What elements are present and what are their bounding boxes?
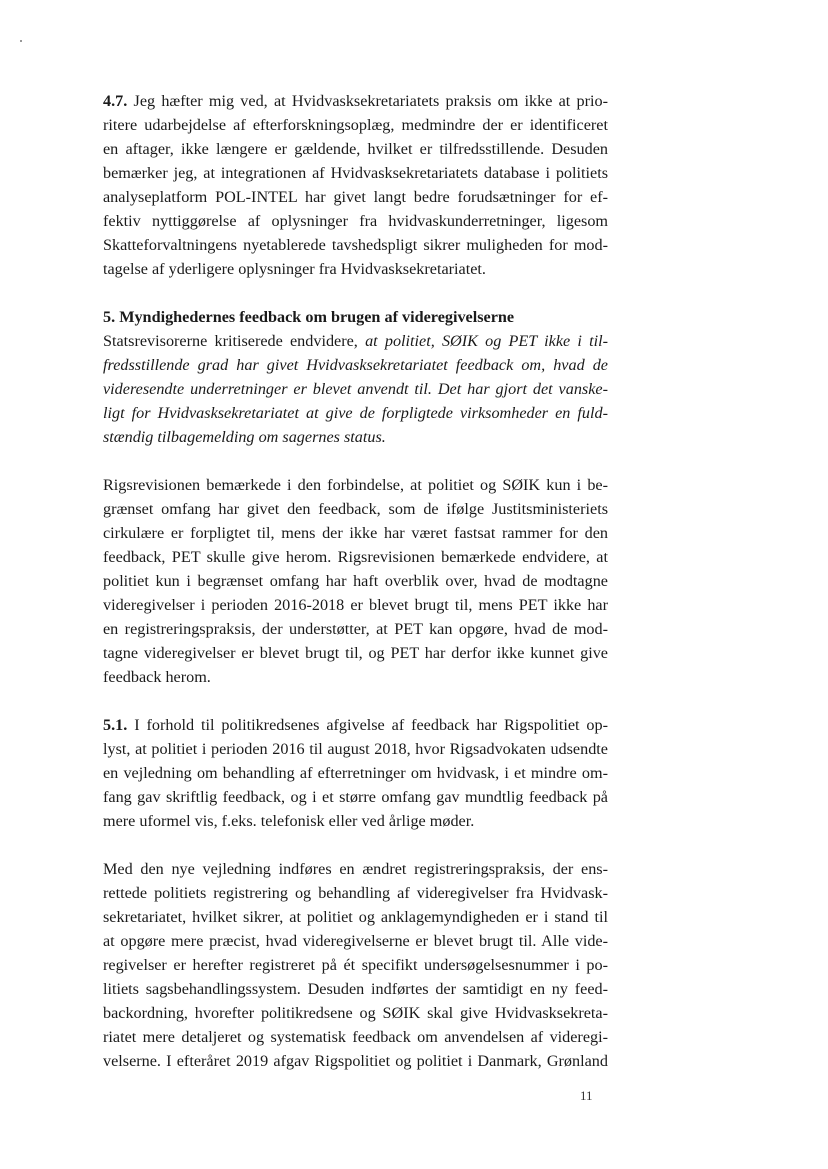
rigs-line-2: grænset omfang har givet den feedback, som de ifølge Justitsministeriets	[103, 500, 608, 518]
p51-line-2: lyst, at politiet i perioden 2016 til august 2018, hvor Rigsadvokaten udsendte	[103, 740, 608, 758]
p51-line-5: mere uformel vis, f.eks. telefonisk eller ved årlige møder.	[103, 812, 475, 830]
p52-line-9: velserne. I efteråret 2019 afgav Rigspolitiet og politiet i Danmark, Grønland	[103, 1052, 608, 1070]
rigs-line-4: feedback, PET skulle give herom. Rigsrevisionen bemærkede endvidere, at	[103, 548, 608, 566]
s5-line-1: Statsrevisorerne kritiserede endvidere, at politiet, SØIK og PET ikke i til-	[103, 332, 609, 350]
rigs-line-1: Rigsrevisionen bemærkede i den forbindelse, at politiet og SØIK kun i be-	[103, 476, 608, 494]
p47-line-8: tagelse af yderligere oplysninger fra Hvidvasksekretariatet.	[103, 260, 486, 278]
rigs-line-5: politiet kun i begrænset omfang har haft overblik over, hvad de modtagne	[103, 572, 608, 590]
page-number: 11	[580, 1088, 593, 1103]
section-5-heading: 5. Myndighedernes feedback om brugen af videregivelserne	[103, 308, 515, 326]
p52-line-1: Med den nye vejledning indføres en ændret registreringspraksis, der ens-	[103, 860, 608, 878]
rigs-line-6: videregivelser i perioden 2016-2018 er blevet brugt til, mens PET ikke har	[103, 596, 608, 614]
p47-line-6: fektiv nyttiggørelse af oplysninger fra hvidvaskunderretninger, ligesom	[103, 212, 608, 230]
p51-line-1: 5.1. I forhold til politikredsenes afgivelse af feedback har Rigspolitiet op-	[103, 716, 609, 734]
p47-line-3: en aftager, ikke længere er gældende, hvilket er tilfredsstillende. Desuden	[103, 140, 608, 158]
p47-line-7: Skatteforvaltningens nyetablerede tavshedspligt sikrer muligheden for mod-	[103, 236, 608, 254]
p52-line-4: at opgøre mere præcist, hvad videregivelserne er blevet brugt til. Alle vide-	[103, 932, 608, 950]
p47-number: 4.7.	[103, 92, 128, 110]
s5-line-5: stændig tilbagemelding om sagernes status.	[103, 428, 386, 446]
rigs-line-9: feedback herom.	[103, 668, 211, 686]
p51-line-4: fang gav skriftlig feedback, og i et større omfang gav mundtlig feedback på	[103, 788, 608, 806]
rigs-line-3: cirkulære er forpligtet til, mens der ikke har været fastsat rammer for den	[103, 524, 608, 542]
rigs-line-7: en registreringspraksis, der understøtter, at PET kan opgøre, hvad de mod-	[103, 620, 608, 638]
p52-line-7: backordning, hvorefter politikredsene og SØIK skal give Hvidvasksekreta-	[103, 1004, 608, 1022]
p51-number: 5.1.	[103, 716, 128, 734]
p47-line-4: bemærker jeg, at integrationen af Hvidvasksekretariatets database i politiets	[103, 164, 608, 182]
scan-speck	[20, 40, 22, 42]
s5-line-2: fredsstillende grad har givet Hvidvasksekretariatet feedback om, hvad de	[103, 356, 608, 374]
s5-line-3: videresendte underretninger er blevet anvendt til. Det har gjort det vanske-	[103, 380, 608, 398]
p47-line-2: ritere udarbejdelse af efterforskningsoplæg, medmindre der er identificeret	[103, 116, 608, 134]
p47-line-5: analyseplatform POL-INTEL har givet langt bedre forudsætninger for ef-	[103, 188, 608, 206]
p47-line-1: 4.7. Jeg hæfter mig ved, at Hvidvasksekretariatets praksis om ikke at prio-	[103, 92, 609, 110]
p52-line-5: regivelser er herefter registreret på ét specifikt undersøgelsesnummer i po-	[103, 956, 608, 974]
p52-line-2: rettede politiets registrering og behandling af videregivelser fra Hvidvask-	[103, 884, 608, 902]
p52-line-3: sekretariatet, hvilket sikrer, at politiet og anklagemyndigheden er i stand til	[103, 908, 608, 926]
p52-line-8: riatet mere detaljeret og systematisk feedback om anvendelsen af videregi-	[103, 1028, 608, 1046]
s5-line-4: ligt for Hvidvasksekretariatet at give de forpligtede virksomheder en fuld-	[103, 404, 608, 422]
p52-line-6: litiets sagsbehandlingssystem. Desuden indførtes der samtidigt en ny feed-	[103, 980, 608, 998]
p51-line-3: en vejledning om behandling af efterretninger om hvidvask, i et mindre om-	[103, 764, 608, 782]
rigs-line-8: tagne videregivelser er blevet brugt til, og PET har derfor ikke kunnet give	[103, 644, 608, 662]
